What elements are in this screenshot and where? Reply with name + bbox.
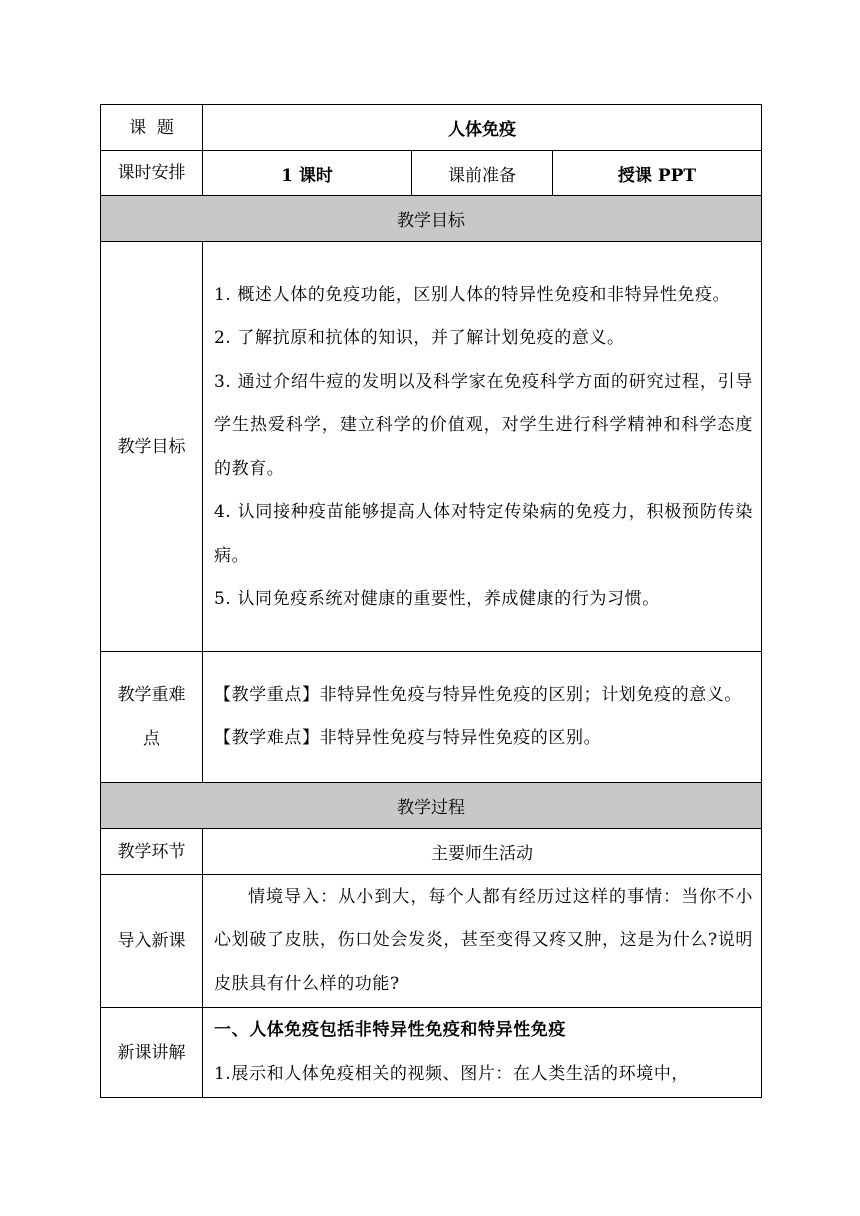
intro-row — [101, 875, 762, 1008]
new-lesson-label: 新课讲解 — [101, 1008, 203, 1098]
process-band-row — [101, 783, 762, 829]
lesson-plan-page — [100, 104, 761, 1098]
key-points-label-line1: 教学重难 — [117, 685, 186, 705]
objective-item: 1. 概述人体的免疫功能，区别人体的特异性免疫和非特异性免疫。 — [214, 284, 731, 305]
intro-content — [203, 875, 762, 1008]
hours-label: 课时安排 — [101, 151, 203, 196]
new-lesson-text: 1.展示和人体免疫相关的视频、图片：在人类生活的环境中， — [214, 1063, 690, 1084]
objective-item: 3. 通过介绍牛痘的发明以及科学家在免疫科学方面的研究过程，引导学生热爱科学，建立科学的价值观，对学生进行科学精神和科学态度的教育。 — [214, 371, 753, 479]
lesson-plan-table — [100, 104, 762, 1098]
objective-item: 4. 认同接种疫苗能够提高人体对特定传染病的免疫力，积极预防传染病。 — [214, 502, 753, 566]
process-header-row — [101, 829, 762, 875]
prep-label: 课前准备 — [412, 151, 553, 196]
topic-value: 人体免疫 — [203, 105, 762, 151]
teaching-difficulty: 【教学难点】非特异性免疫与特异性免疫的区别。 — [214, 728, 602, 748]
process-col2-header: 主要师生活动 — [203, 829, 762, 875]
hours-value: 1 课时 — [203, 151, 412, 196]
objectives-content — [203, 242, 762, 652]
objectives-band-title: 教学目标 — [101, 196, 762, 242]
process-col1-header: 教学环节 — [101, 829, 203, 875]
key-points-row — [101, 652, 762, 783]
objective-item: 2. 了解抗原和抗体的知识，并了解计划免疫的意义。 — [214, 328, 625, 348]
objective-item: 5. 认同免疫系统对健康的重要性，养成健康的行为习惯。 — [214, 589, 660, 609]
teaching-focus: 【教学重点】非特异性免疫与特异性免疫的区别；计划免疫的意义。 — [214, 684, 742, 705]
objectives-label: 教学目标 — [101, 242, 203, 652]
intro-label: 导入新课 — [101, 875, 203, 1008]
key-points-label — [101, 652, 203, 783]
prep-value: 授课 PPT — [553, 151, 762, 196]
hours-row — [101, 151, 762, 196]
key-points-label-line2: 点 — [143, 729, 160, 749]
new-lesson-heading: 一、人体免疫包括非特异性免疫和特异性免疫 — [214, 1020, 566, 1040]
process-band-title: 教学过程 — [101, 783, 762, 829]
new-lesson-row — [101, 1008, 762, 1098]
topic-label: 课 题 — [101, 105, 203, 151]
key-points-content — [203, 652, 762, 783]
new-lesson-content — [203, 1008, 762, 1098]
objectives-row — [101, 242, 762, 652]
topic-row — [101, 105, 762, 151]
objectives-band-row — [101, 196, 762, 242]
intro-text: 情境导入：从小到大，每个人都有经历过这样的事情：当你不小心划破了皮肤，伤口处会发炎，甚至变得又疼又肿，这是为什么?说明皮肤具有什么样的功能? — [214, 886, 753, 994]
